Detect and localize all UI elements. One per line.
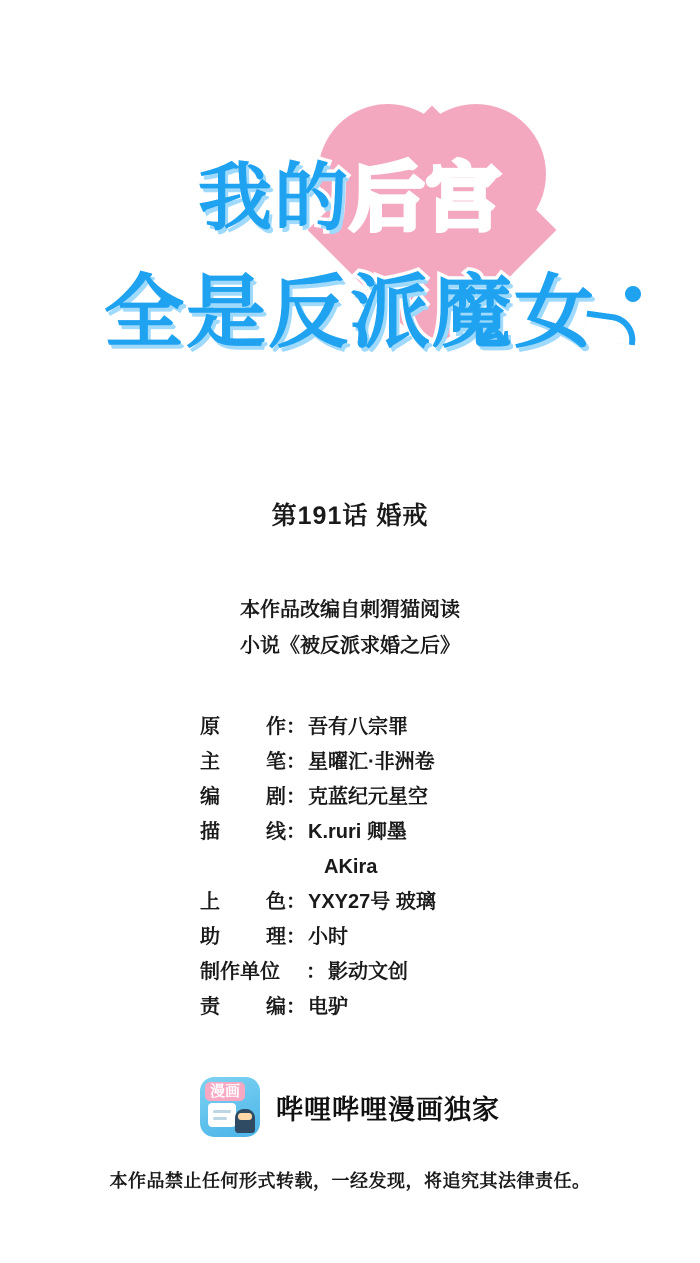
app-icon-badge: 漫画 <box>205 1082 245 1101</box>
credit-label: 编剧 <box>200 786 286 808</box>
credit-value: AKira <box>324 856 378 878</box>
credit-row <box>200 885 500 920</box>
credit-label: 原作 <box>200 716 286 738</box>
credit-value: 影动文创 <box>328 961 408 983</box>
publisher-label: 哔哩哔哩漫画独家 <box>276 1094 500 1125</box>
credit-label: 助理 <box>200 926 286 948</box>
logo-line-1 <box>0 158 700 238</box>
publisher-footer <box>0 1077 700 1137</box>
credit-label: 责编 <box>200 996 286 1018</box>
credit-value: K.ruri 卿墨 <box>308 821 407 843</box>
credit-value: 吾有八宗罪 <box>308 716 408 738</box>
logo-text-blue-left: 我的 <box>198 156 350 239</box>
wand-tail-icon <box>585 286 645 348</box>
credit-label: 制作单位 <box>200 961 280 983</box>
credit-value: 克蓝纪元星空 <box>308 786 428 808</box>
source-note <box>0 592 700 664</box>
credit-row <box>200 920 500 955</box>
credit-separator: ： <box>306 961 326 983</box>
chapter-title: 第191话 婚戒 <box>271 502 429 530</box>
credit-value: 小时 <box>308 926 348 948</box>
logo-text-white: 后宫 <box>350 156 502 239</box>
app-icon-character-shape <box>235 1109 255 1133</box>
copyright-disclaimer: 本作品禁止任何形式转载，一经发现，将追究其法律责任。 <box>109 1171 591 1191</box>
credit-row <box>200 710 500 745</box>
credit-row <box>200 745 500 780</box>
credit-separator: ： <box>286 716 306 738</box>
source-line-2: 小说《被反派求婚之后》 <box>240 635 460 657</box>
credit-value: 星曜汇·非洲卷 <box>308 751 435 773</box>
title-logo <box>0 0 700 430</box>
credit-row-continuation <box>200 850 500 885</box>
bilibili-comics-app-icon <box>200 1077 260 1137</box>
credit-row <box>200 990 500 1025</box>
logo-text-blue-bottom: 全是反派魔女 <box>104 268 596 357</box>
source-line-1: 本作品改编自刺猬猫阅读 <box>240 599 460 621</box>
credit-value: 电驴 <box>308 996 348 1018</box>
credit-separator: ： <box>286 891 306 913</box>
credit-separator: ： <box>286 821 306 843</box>
credit-value: YXY27号 玻璃 <box>308 891 436 913</box>
credit-separator: ： <box>286 926 306 948</box>
credit-label: 描线 <box>200 821 286 843</box>
credit-row <box>200 955 500 990</box>
credit-separator: ： <box>286 751 306 773</box>
credit-label: 主笔 <box>200 751 286 773</box>
credit-separator: ： <box>286 786 306 808</box>
credit-separator: ： <box>286 996 306 1018</box>
credit-row <box>200 780 500 815</box>
app-icon-card-shape <box>208 1103 236 1127</box>
credits-list <box>0 710 700 1025</box>
credit-label: 上色 <box>200 891 286 913</box>
credit-row <box>200 815 500 850</box>
